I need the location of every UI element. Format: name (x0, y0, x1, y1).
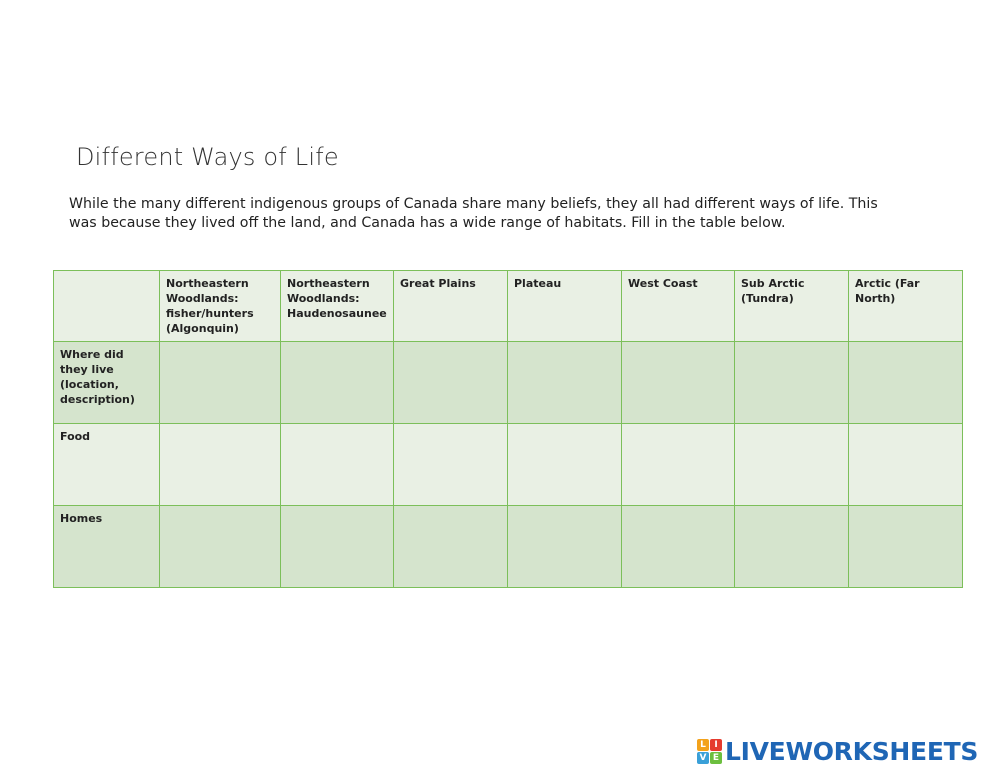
column-header: Sub Arctic (Tundra) (735, 271, 849, 342)
logo-block: E (710, 752, 722, 764)
answer-cell[interactable] (622, 342, 735, 424)
answer-cell[interactable] (849, 342, 963, 424)
ways-of-life-table (53, 270, 963, 588)
header-corner-cell (54, 271, 160, 342)
answer-cell[interactable] (281, 506, 394, 588)
answer-cell[interactable] (394, 342, 508, 424)
row-header: Food (54, 424, 160, 506)
column-header: Northeastern Woodlands: Haudenosaunee (281, 271, 394, 342)
answer-cell[interactable] (508, 342, 622, 424)
column-header: Great Plains (394, 271, 508, 342)
table-row (54, 424, 963, 506)
intro-paragraph: While the many different indigenous groups of Canada share many beliefs, they all had different ways of life. This was because they lived off the land, and Canada has a wide range of habitats. Fill in the table below. (69, 196, 878, 231)
answer-cell[interactable] (508, 424, 622, 506)
table-row (54, 506, 963, 588)
logo-block: I (710, 739, 722, 751)
answer-cell[interactable] (281, 342, 394, 424)
logo-text: LIVEWORKSHEETS (725, 736, 979, 766)
answer-cell[interactable] (394, 424, 508, 506)
answer-cell[interactable] (849, 424, 963, 506)
answer-cell[interactable] (735, 424, 849, 506)
answer-cell[interactable] (508, 506, 622, 588)
answer-cell[interactable] (160, 342, 281, 424)
column-header: Arctic (Far North) (849, 271, 963, 342)
page-title: Different Ways of Life (76, 143, 339, 171)
answer-cell[interactable] (622, 424, 735, 506)
answer-cell[interactable] (735, 506, 849, 588)
liveworksheets-logo[interactable] (697, 736, 978, 766)
answer-cell[interactable] (160, 506, 281, 588)
table-header-row (54, 271, 963, 342)
answer-cell[interactable] (849, 506, 963, 588)
row-header: Where did they live (location, description) (54, 342, 160, 424)
logo-blocks-icon (697, 739, 722, 764)
answer-cell[interactable] (160, 424, 281, 506)
answer-cell[interactable] (281, 424, 394, 506)
answer-cell[interactable] (394, 506, 508, 588)
logo-block: V (697, 752, 709, 764)
column-header: Plateau (508, 271, 622, 342)
column-header: West Coast (622, 271, 735, 342)
answer-cell[interactable] (622, 506, 735, 588)
column-header: Northeastern Woodlands: fisher/hunters (Algonquin) (160, 271, 281, 342)
answer-cell[interactable] (735, 342, 849, 424)
row-header: Homes (54, 506, 160, 588)
logo-block: L (697, 739, 709, 751)
table-row (54, 342, 963, 424)
